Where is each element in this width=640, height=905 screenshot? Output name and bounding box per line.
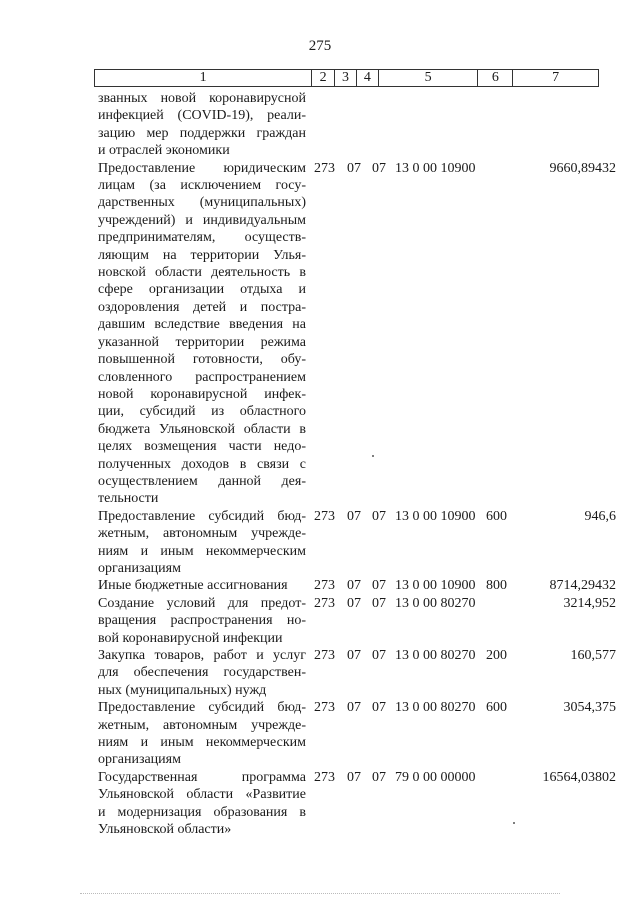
expense-type-code: 200 xyxy=(486,648,507,663)
row-description xyxy=(98,508,306,578)
description-line: Предоставление субсидий бюд- xyxy=(98,700,306,716)
table-row xyxy=(98,508,616,578)
header-col-2: 2 xyxy=(312,70,335,86)
description-line: тельности xyxy=(98,491,159,507)
description-line: жетным, автономным учрежде- xyxy=(98,717,306,733)
description-line: словленного распространением xyxy=(98,369,306,385)
table-row xyxy=(98,90,603,160)
expense-type-code: 600 xyxy=(486,508,507,524)
description-line: вращения распространения но- xyxy=(98,613,306,629)
section-code: 07 xyxy=(347,578,361,594)
table-row xyxy=(98,769,616,839)
subsection-code: 07 xyxy=(372,595,386,611)
subsection-code: 07 xyxy=(372,160,386,176)
description-line: Предоставление юридическим xyxy=(98,160,306,176)
description-line: ных (муниципальных) нужд xyxy=(98,682,267,698)
description-line: Государственная программа xyxy=(98,769,306,785)
description-line: новской области деятельность в xyxy=(98,265,306,281)
header-col-4: 4 xyxy=(357,70,379,86)
table-header-row xyxy=(94,69,599,87)
description-line: предпринимателям, осуществ- xyxy=(98,230,306,246)
header-col-6: 6 xyxy=(478,70,513,86)
description-line: лицам (за исключением госу- xyxy=(98,178,306,194)
header-col-3: 3 xyxy=(335,70,357,86)
scan-speck xyxy=(372,455,374,457)
row-description xyxy=(98,90,306,160)
target-article-code: 79 0 00 00000 xyxy=(395,769,476,785)
description-line: и модернизация образования в xyxy=(98,804,306,820)
target-article-code: 13 0 00 10900 xyxy=(395,508,476,524)
table-row xyxy=(98,595,616,647)
amount-value: 160,577 xyxy=(570,648,616,663)
section-code: 07 xyxy=(347,508,361,524)
subsection-code: 07 xyxy=(372,648,386,663)
description-line: Создание условий для предот- xyxy=(98,595,306,611)
description-line: инфекцией (COVID-19), реали- xyxy=(98,108,306,124)
target-article-code: 13 0 00 80270 xyxy=(395,648,476,663)
row-description xyxy=(98,699,306,769)
admin-code: 273 xyxy=(314,508,335,524)
admin-code: 273 xyxy=(314,595,335,611)
row-description xyxy=(98,160,306,508)
table-row xyxy=(98,577,616,594)
amount-value: 16564,03802 xyxy=(542,769,616,785)
scan-speck xyxy=(513,822,515,824)
description-line: сфере организации отдыха и xyxy=(98,282,306,298)
admin-code: 273 xyxy=(314,160,335,176)
subsection-code: 07 xyxy=(372,578,386,594)
section-code: 07 xyxy=(347,700,361,716)
page-number: 275 xyxy=(308,38,332,54)
description-line: для обеспечения государствен- xyxy=(98,665,306,681)
target-article-code: 13 0 00 80270 xyxy=(395,700,476,716)
section-code: 07 xyxy=(347,160,361,176)
description-line: полученных доходов в связи с xyxy=(98,456,306,472)
header-col-5: 5 xyxy=(379,70,479,86)
description-line: оздоровления детей и постра- xyxy=(98,299,306,315)
admin-code: 273 xyxy=(314,648,335,663)
description-line: Закупка товаров, работ и услуг xyxy=(98,648,306,663)
row-description xyxy=(98,769,306,839)
section-code: 07 xyxy=(347,648,361,663)
description-line: бюджета Ульяновской области в xyxy=(98,421,306,437)
description-line: ниям и иным некоммерческим xyxy=(98,735,306,751)
header-col-1: 1 xyxy=(95,70,312,86)
amount-value: 946,6 xyxy=(584,508,616,524)
description-line: осуществлением данной дея- xyxy=(98,473,306,489)
admin-code: 273 xyxy=(314,578,335,594)
description-line: Иные бюджетные ассигнования xyxy=(98,578,288,594)
amount-value: 8714,29432 xyxy=(549,578,616,594)
table-row xyxy=(98,160,616,508)
target-article-code: 13 0 00 10900 xyxy=(395,578,476,594)
header-col-7: 7 xyxy=(552,70,560,85)
scan-edge-line xyxy=(80,893,560,894)
amount-value: 9660,89432 xyxy=(549,160,616,176)
amount-value: 3214,952 xyxy=(563,595,616,611)
table-body xyxy=(98,90,616,838)
description-line: вой коронавирусной инфекции xyxy=(98,630,283,646)
description-line: ляющим на территории Улья- xyxy=(98,247,306,263)
description-line: Предоставление субсидий бюд- xyxy=(98,508,306,524)
description-line: ции, субсидий из областного xyxy=(98,404,306,420)
table-row xyxy=(98,647,616,699)
target-article-code: 13 0 00 10900 xyxy=(395,160,476,176)
description-line: жетным, автономным учрежде- xyxy=(98,526,306,542)
description-line: Ульяновской области» xyxy=(98,822,232,838)
description-line: ниям и иным некоммерческим xyxy=(98,543,306,559)
row-description xyxy=(98,647,306,699)
subsection-code: 07 xyxy=(372,508,386,524)
section-code: 07 xyxy=(347,769,361,785)
description-line: дарственных (муниципальных) xyxy=(98,195,306,211)
table-row xyxy=(98,699,616,769)
row-description xyxy=(98,577,306,594)
description-line: зацию мер поддержки граждан xyxy=(98,125,306,141)
description-line: и отраслей экономики xyxy=(98,143,230,159)
description-line: званных новой коронавирусной xyxy=(98,91,306,106)
description-line: повышенной готовности, обу- xyxy=(98,352,306,368)
amount-value: 3054,375 xyxy=(563,700,616,716)
description-line: давшим вследствие введения на xyxy=(98,317,306,333)
admin-code: 273 xyxy=(314,700,335,716)
target-article-code: 13 0 00 80270 xyxy=(395,595,476,611)
admin-code: 273 xyxy=(314,769,335,785)
description-line: новой коронавирусной инфек- xyxy=(98,386,306,402)
row-description xyxy=(98,595,306,647)
description-line: организациям xyxy=(98,752,181,768)
description-line: указанной территории режима xyxy=(98,334,306,350)
section-code: 07 xyxy=(347,595,361,611)
description-line: учреждений) и индивидуальным xyxy=(98,212,306,228)
expense-type-code: 800 xyxy=(486,578,507,594)
description-line: целях возмещения части недо- xyxy=(98,439,306,455)
description-line: Ульяновской области «Развитие xyxy=(98,787,306,803)
subsection-code: 07 xyxy=(372,769,386,785)
subsection-code: 07 xyxy=(372,700,386,716)
description-line: организациям xyxy=(98,560,181,576)
expense-type-code: 600 xyxy=(486,700,507,716)
